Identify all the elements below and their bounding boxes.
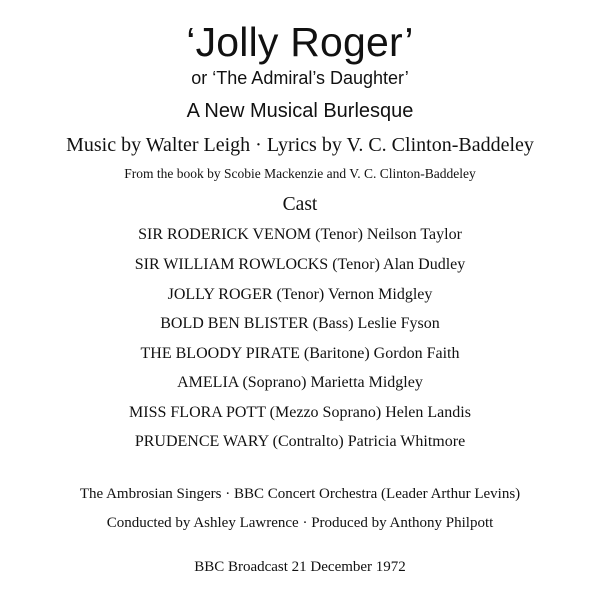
cast-member: AMELIA (Soprano) Marietta Midgley (177, 374, 423, 391)
music-lyrics-credits: Music by Walter Leigh · Lyrics by V. C. Clinton-Baddeley (66, 134, 534, 156)
book-credit: From the book by Scobie Mackenzie and V. C. Clinton-Baddeley (124, 166, 476, 181)
cast-member: JOLLY ROGER (Tenor) Vernon Midgley (167, 286, 433, 303)
ensemble-credits: The Ambrosian Singers · BBC Concert Orchestra (Leader Arthur Levins) (79, 486, 521, 502)
cast-member: SIR RODERICK VENOM (Tenor) Neilson Taylor (138, 226, 462, 243)
broadcast-date: BBC Broadcast 21 December 1972 (194, 559, 406, 575)
cast-heading: Cast (282, 194, 318, 215)
cast-member: MISS FLORA POTT (Mezzo Soprano) Helen Landis (129, 404, 471, 421)
cast-member: THE BLOODY PIRATE (Baritone) Gordon Faith (140, 345, 460, 362)
show-title: ‘Jolly Roger’ (186, 19, 414, 65)
production-credits: Conducted by Ashley Lawrence · Produced by Anthony Philpott (106, 515, 494, 531)
cast-member: SIR WILLIAM ROWLOCKS (Tenor) Alan Dudley (134, 256, 466, 273)
cast-member: PRUDENCE WARY (Contralto) Patricia Whitmore (134, 433, 466, 450)
cast-member: BOLD BEN BLISTER (Bass) Leslie Fyson (160, 315, 440, 332)
show-subtitle: or ‘The Admiral’s Daughter’ (191, 68, 409, 88)
show-tagline: A New Musical Burlesque (186, 100, 414, 122)
